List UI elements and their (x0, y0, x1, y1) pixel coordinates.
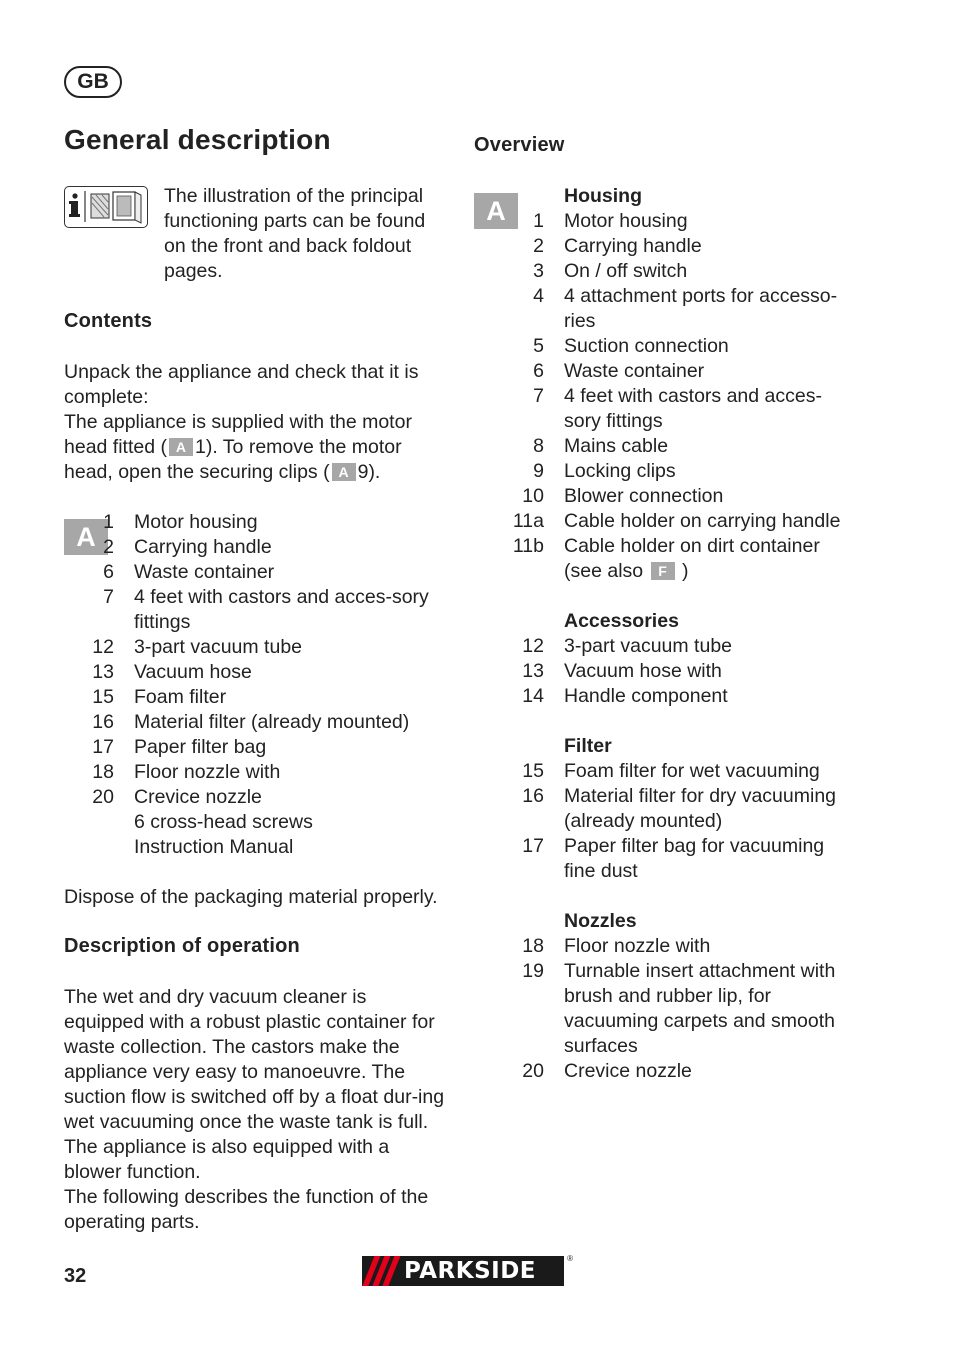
list-item (64, 760, 454, 785)
item-number: 17 (522, 835, 544, 857)
item-number: 15 (92, 686, 114, 708)
item-text: Floor nozzle with (564, 935, 711, 957)
item-text: Crevice nozzle (134, 786, 262, 808)
item-text: 6 cross-head screws (134, 811, 313, 833)
page-title: General description (64, 124, 331, 155)
list-spacer (474, 884, 874, 909)
item-text: Floor nozzle with (134, 761, 281, 783)
contents-intro (64, 360, 449, 485)
item-number: 19 (522, 960, 544, 982)
item-text: Cable holder on carrying handle (564, 510, 841, 532)
operation-heading: Description of operation (64, 935, 300, 957)
contents-p2-part-c: 9). (357, 461, 381, 483)
list-item (474, 934, 874, 959)
overview-list (474, 184, 874, 1084)
item-number: 14 (522, 685, 544, 707)
item-number: 16 (522, 785, 544, 807)
list-item (64, 585, 454, 635)
item-text: 4 attachment ports for accesso-ries (564, 285, 838, 332)
item-number: 20 (522, 1060, 544, 1082)
item-number: 17 (92, 736, 114, 758)
list-item (474, 559, 874, 584)
figure-ref-badge: F (651, 562, 675, 580)
operation-p1: The wet and dry vacuum cleaner is equipped with a robust plastic container for waste collection. The castors make the appliance very easy to manoeuvre. The suction flow is switched off by a float dur-ing wet vacuuming once the waste tank is full. The appliance is also equipped with a blower function. (64, 986, 445, 1183)
list-item (474, 284, 874, 334)
item-number: 16 (92, 711, 114, 733)
list-item (474, 434, 874, 459)
logo-text: PARKSIDE (404, 1258, 537, 1284)
list-item (474, 534, 874, 559)
list-item (64, 835, 454, 860)
list-item (64, 735, 454, 760)
item-number: 2 (533, 235, 544, 257)
list-item (474, 234, 874, 259)
item-text: Vacuum hose with (564, 660, 722, 682)
item-number: 7 (103, 586, 114, 608)
figure-ref-badge: A (332, 463, 356, 481)
list-spacer (474, 709, 874, 734)
list-item (64, 810, 454, 835)
logo-stripes-icon (362, 1256, 400, 1286)
item-number: 11a (512, 510, 544, 532)
item-number: 6 (103, 561, 114, 583)
list-item (474, 784, 874, 834)
list-item (474, 659, 874, 684)
see-also-text: (see also (564, 560, 644, 582)
item-text: Paper filter bag (134, 736, 267, 758)
item-number: 13 (92, 661, 114, 683)
contents-p2-part-a: The appliance is supplied with the motor head fitted ( (64, 411, 412, 458)
nozzles-title: Nozzles (564, 910, 637, 932)
list-item (64, 785, 454, 810)
item-text: Handle component (564, 685, 728, 707)
list-item (64, 635, 454, 660)
figure-ref-badge: A (169, 438, 193, 456)
list-spacer (474, 584, 874, 609)
contents-p2 (64, 410, 449, 485)
item-number: 1 (533, 210, 544, 232)
list-item (474, 459, 874, 484)
item-text: Motor housing (134, 511, 258, 533)
item-number: 10 (522, 485, 544, 507)
contents-p1: Unpack the appliance and check that it is complete: (64, 361, 419, 408)
item-number: 18 (92, 761, 114, 783)
list-item (474, 509, 874, 534)
item-text: Waste container (134, 561, 275, 583)
item-text: Blower connection (564, 485, 724, 507)
figure-a-badge: A (474, 193, 518, 229)
list-item (474, 359, 874, 384)
item-text: Foam filter (134, 686, 227, 708)
accessories-title: Accessories (564, 610, 679, 632)
contents-p2-part-b: 1). To remove the motor head, open the securing clips ( (64, 436, 402, 483)
item-text: Foam filter for wet vacuuming (564, 760, 820, 782)
item-number: 3 (533, 260, 544, 282)
item-number: 20 (92, 786, 114, 808)
list-item (474, 209, 874, 234)
item-text: 4 feet with castors and acces-sory fittings (564, 385, 822, 432)
group-title (474, 734, 874, 759)
item-number: 12 (92, 636, 114, 658)
contents-heading: Contents (64, 310, 153, 332)
item-text: Carrying handle (564, 235, 702, 257)
item-text: Carrying handle (134, 536, 272, 558)
list-item (474, 484, 874, 509)
list-item (474, 684, 874, 709)
item-number: 18 (522, 935, 544, 957)
list-item (64, 710, 454, 735)
filter-title: Filter (564, 735, 612, 757)
item-text: 3-part vacuum tube (134, 636, 303, 658)
item-number: 8 (533, 435, 544, 457)
operation-p2: The following describes the function of the operating parts. (64, 1186, 429, 1233)
item-number (64, 835, 134, 860)
item-number: 2 (103, 536, 114, 558)
info-text: The illustration of the principal functioning parts can be found on the front and back foldout pages. (164, 185, 426, 282)
figure-a-badge: A (64, 519, 108, 555)
list-item (64, 660, 454, 685)
parkside-logo (362, 1254, 573, 1286)
see-also-close: ) (681, 560, 689, 582)
housing-title: Housing (564, 185, 642, 207)
item-number: 13 (522, 660, 544, 682)
list-item (474, 1059, 874, 1084)
item-text: Locking clips (564, 460, 676, 482)
list-item (64, 685, 454, 710)
contents-list (64, 510, 454, 860)
item-text: 4 feet with castors and acces-sory fittings (134, 586, 429, 633)
item-text: Motor housing (564, 210, 688, 232)
item-text: Cable holder on dirt container (564, 535, 820, 557)
list-item (474, 334, 874, 359)
item-text: Material filter (already mounted) (134, 711, 410, 733)
item-text: Crevice nozzle (564, 1060, 692, 1082)
item-text: Mains cable (564, 435, 669, 457)
list-item (474, 959, 874, 1059)
item-number: 15 (522, 760, 544, 782)
item-number: 4 (533, 285, 544, 307)
group-title (474, 184, 874, 209)
item-text: Turnable insert attachment with brush and rubber lip, for vacuuming carpets and smooth surfaces (564, 960, 836, 1057)
language-badge: GB (64, 66, 122, 98)
item-text: Paper filter bag for vacuuming fine dust (564, 835, 825, 882)
info-book-icon (64, 186, 148, 228)
list-item (474, 759, 874, 784)
overview-heading: Overview (474, 134, 565, 156)
operation-description (64, 985, 449, 1235)
item-number: 5 (533, 335, 544, 357)
item-number: 6 (533, 360, 544, 382)
group-title (474, 609, 874, 634)
item-text: Material filter for dry vacuuming (already mounted) (564, 785, 837, 832)
list-item (474, 384, 874, 434)
item-text: On / off switch (564, 260, 688, 282)
logo-registered-mark: ® (567, 1254, 573, 1263)
list-item (64, 560, 454, 585)
dispose-text: Dispose of the packaging material properly. (64, 886, 438, 908)
list-item (474, 259, 874, 284)
list-item (64, 535, 454, 560)
item-text: Waste container (564, 360, 705, 382)
item-number: 12 (522, 635, 544, 657)
see-also-note (564, 559, 874, 584)
list-item (64, 510, 454, 535)
item-number: 9 (533, 460, 544, 482)
item-number: 11b (512, 535, 544, 557)
item-text: Vacuum hose (134, 661, 252, 683)
item-number: 1 (103, 511, 114, 533)
item-text: Suction connection (564, 335, 729, 357)
item-number: 7 (533, 385, 544, 407)
group-title (474, 909, 874, 934)
item-text: 3-part vacuum tube (564, 635, 733, 657)
list-item (474, 834, 874, 884)
page-number: 32 (64, 1265, 87, 1287)
list-item (474, 634, 874, 659)
item-text: Instruction Manual (134, 836, 294, 858)
item-number (64, 810, 134, 835)
